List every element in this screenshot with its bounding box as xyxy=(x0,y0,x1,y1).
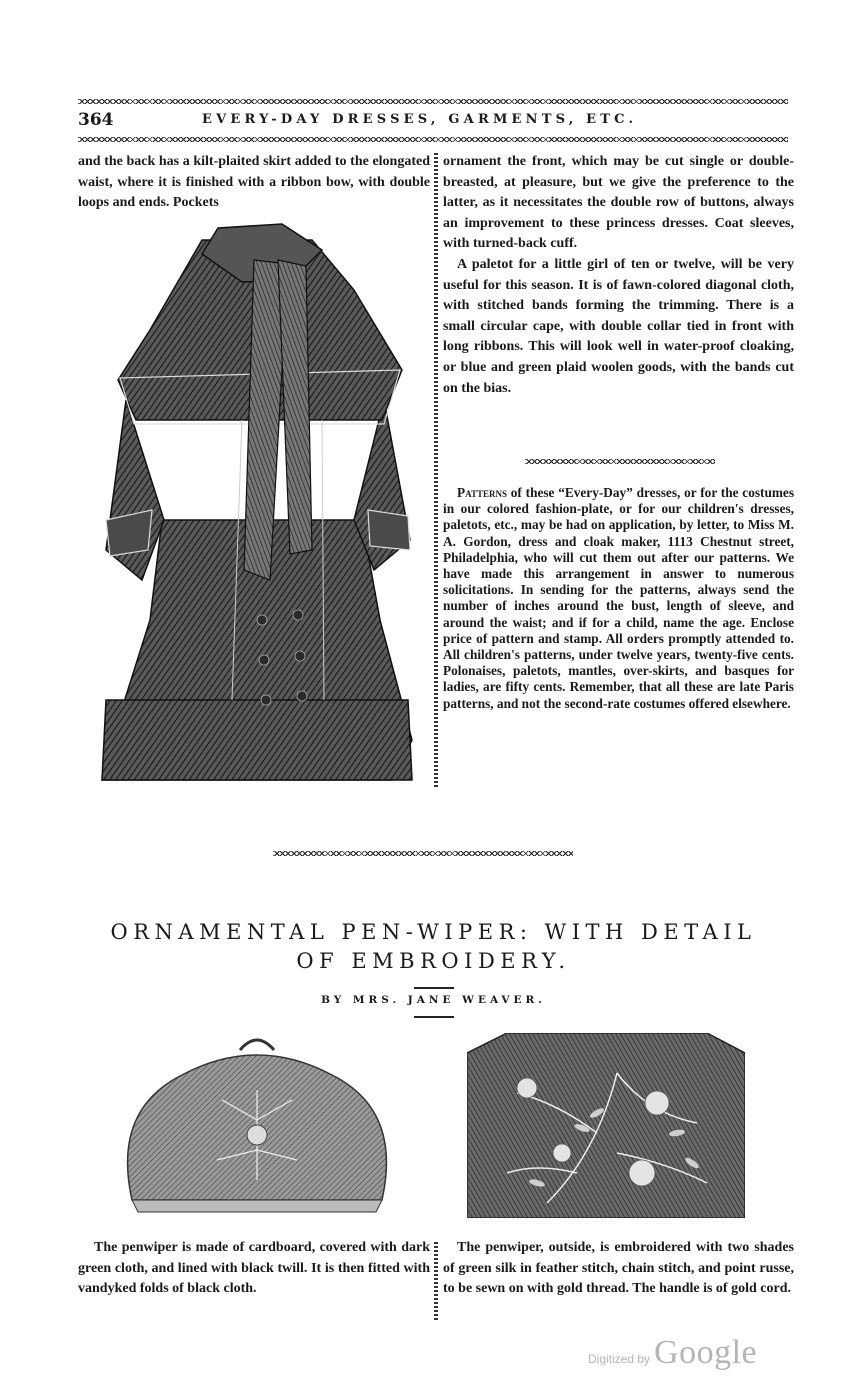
header-top-rule xyxy=(78,99,788,104)
right-paragraph-2: A paletot for a little girl of ten or twelve, will be very useful for this season. It is of fawn-colored diagonal cloth, with stitched bands forming the trimming. There is a small circular cape, with double collar tied in front with long ribbons. This will look well in water-proof cloaking, or blue and green plaid woolen goods, with the bands cut on the bias. xyxy=(443,256,794,396)
digitized-watermark xyxy=(588,1334,757,1372)
byline: BY MRS. JANE WEAVER. xyxy=(321,994,546,1006)
left-column-text xyxy=(78,152,430,214)
bottom-column-divider xyxy=(434,1240,438,1320)
patterns-text: of these “Every-Day” dresses, or for the costumes in our colored fashion-plate, or for our children's dresses, paletots, etc., may be had on application, by letter, to Miss M. A. Gordon, dress and cloak maker, 1113 Chestnut street, Philadelphia, who will cut them out after our patterns. We have made this arrangement in answer to numerous solicitations. In sending for the patterns, always send the number of inches around the bust, length of sleeve, and around the waist; and if for a child, name the age. Enclose price of pattern and stamp. All orders promptly attended to. All children's patterns, under twelve years, twenty-five cents. Polonaises, paletots, mantles, over-skirts, and basques for ladies, are fifty cents. Remember, that all these are late Paris patterns, and not the second-rate costumes offered elsewhere. xyxy=(443,485,794,711)
embroidery-detail-illustration xyxy=(467,1033,745,1218)
section-ornament xyxy=(525,459,715,464)
pen-wiper-left-paragraph: The penwiper is made of cardboard, covered with dark green cloth, and lined with black twill. It is then fitted with vandyked folds of black cloth. xyxy=(78,1240,430,1297)
running-title: EVERY-DAY DRESSES, GARMENTS, ETC. xyxy=(202,112,638,127)
column-divider xyxy=(434,152,438,787)
patterns-lead: Patterns xyxy=(457,485,507,500)
left-paragraph: and the back has a kilt-plaited skirt added to the elongated waist, where it is finished with a ribbon bow, with double loops and ends. Pockets xyxy=(78,154,430,211)
paletot-illustration xyxy=(92,220,422,790)
google-logo: Google xyxy=(654,1334,758,1371)
patterns-notice xyxy=(443,485,794,712)
pen-wiper-left-text xyxy=(78,1238,430,1300)
mid-ornament xyxy=(273,851,573,856)
pen-wiper-right-paragraph: The penwiper, outside, is embroidered with two shades of green silk in feather stitch, chain stitch, and point russe, to be sewn on with gold thread. The handle is of gold cord. xyxy=(443,1240,794,1297)
page-number: 364 xyxy=(78,110,114,130)
page-header xyxy=(78,110,788,132)
digitized-by-label: Digitized by xyxy=(588,1352,651,1366)
article-title-line-1: ORNAMENTAL PEN-WIPER: WITH DETAIL xyxy=(110,920,757,944)
header-bottom-rule xyxy=(78,137,788,142)
byline-rule xyxy=(414,1016,454,1018)
title-rule xyxy=(414,987,454,989)
article-title-line-2: OF EMBROIDERY. xyxy=(296,949,571,973)
pen-wiper-illustration xyxy=(112,1030,402,1220)
right-paragraph-1: ornament the front, which may be cut single or double-breasted, at pleasure, but we give the preference to the latter, as it necessitates the double row of buttons, always an improvement to these princess dresses. Coat sleeves, with turned-back cuff. xyxy=(443,154,794,252)
pen-wiper-right-text xyxy=(443,1238,794,1300)
right-column-text xyxy=(443,152,794,399)
